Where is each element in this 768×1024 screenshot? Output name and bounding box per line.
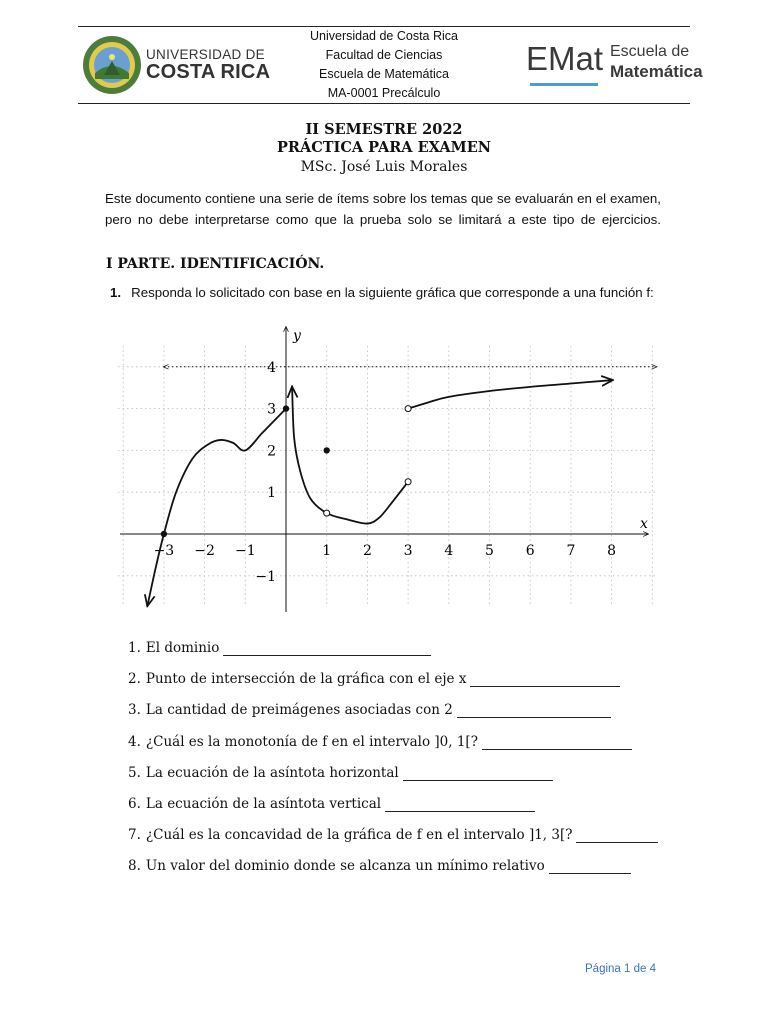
exercise-item bbox=[128, 796, 535, 812]
header-line: Escuela de Matemática bbox=[319, 67, 449, 81]
y-tick-label: 1 bbox=[267, 485, 276, 502]
question-text: Responda lo solicitado con base en la siguiente gráfica que corresponde a una función f: bbox=[131, 285, 654, 300]
open-point bbox=[324, 510, 330, 516]
x-tick-label: 4 bbox=[444, 543, 454, 559]
item-number: 3. bbox=[128, 702, 141, 719]
y-tick-label: 3 bbox=[267, 401, 276, 418]
y-tick-label: −1 bbox=[255, 568, 276, 585]
answer-blank[interactable] bbox=[385, 799, 535, 812]
item-text: Punto de intersección de la gráfica con el eje x bbox=[145, 671, 467, 688]
document-title bbox=[78, 121, 690, 177]
ucr-wordmark: UNIVERSIDAD DE COSTA RICA bbox=[146, 47, 271, 83]
item-text: Un valor del dominio donde se alcanza un mínimo relativo bbox=[145, 858, 545, 875]
x-tick-label: 3 bbox=[403, 543, 413, 559]
item-number: 1. bbox=[128, 640, 141, 656]
open-point bbox=[405, 479, 411, 485]
page-number: Página 1 de 4 bbox=[585, 963, 656, 975]
answer-blank[interactable] bbox=[403, 768, 553, 781]
question-1 bbox=[110, 285, 654, 300]
closed-point bbox=[283, 405, 289, 411]
item-number: 6. bbox=[128, 796, 141, 812]
answer-blank[interactable] bbox=[470, 674, 620, 687]
x-tick-label: 8 bbox=[607, 543, 617, 559]
author-name: MSc. José Luis Morales bbox=[300, 159, 468, 175]
exercise-item bbox=[128, 702, 611, 718]
exercise-item bbox=[128, 858, 631, 874]
item-text: ¿Cuál es la monotonía de f en el intervalo ]0, 1[? bbox=[145, 733, 478, 750]
y-tick-label: 2 bbox=[267, 443, 276, 460]
header-line: Universidad de Costa Rica bbox=[310, 29, 458, 43]
page-header bbox=[78, 26, 703, 104]
x-tick-label: −1 bbox=[234, 543, 256, 559]
function-curve-3 bbox=[408, 380, 611, 408]
item-text: ¿Cuál es la concavidad de la gráfica de f en el intervalo ]1, 3[? bbox=[145, 827, 573, 844]
x-tick-label: 1 bbox=[322, 543, 332, 559]
emat-logo bbox=[526, 39, 703, 99]
item-number: 8. bbox=[128, 858, 141, 875]
exercise-item bbox=[128, 671, 620, 687]
item-number: 2. bbox=[128, 671, 141, 688]
exercise-item bbox=[128, 640, 431, 656]
y-tick-label: 4 bbox=[267, 359, 276, 376]
header-institution bbox=[278, 27, 490, 103]
section-title: I PARTE. IDENTIFICACIÓN. bbox=[106, 256, 325, 272]
answer-blank[interactable] bbox=[482, 737, 632, 750]
function-curve-2 bbox=[292, 388, 408, 524]
answer-blank[interactable] bbox=[549, 861, 631, 874]
item-number: 4. bbox=[128, 733, 141, 750]
item-number: 7. bbox=[128, 827, 141, 844]
y-axis-label: y bbox=[293, 328, 301, 344]
x-tick-label: 7 bbox=[566, 543, 576, 559]
open-point bbox=[405, 406, 411, 412]
item-text: El dominio bbox=[145, 640, 220, 656]
emat-accent-bar bbox=[530, 83, 598, 86]
exercise-item bbox=[128, 765, 553, 781]
header-line: MA-0001 Precálculo bbox=[327, 86, 441, 100]
x-tick-label: −3 bbox=[153, 543, 175, 559]
question-number: 1. bbox=[110, 285, 122, 300]
answer-blank[interactable] bbox=[223, 643, 431, 656]
exercise-item bbox=[128, 827, 658, 843]
item-text: La ecuación de la asíntota vertical bbox=[145, 796, 382, 812]
x-tick-label: −2 bbox=[194, 543, 215, 559]
x-tick-label: 6 bbox=[525, 543, 535, 559]
item-text: La ecuación de la asíntota horizontal bbox=[145, 764, 399, 781]
closed-point bbox=[161, 531, 167, 537]
header-line: Facultad de Ciencias bbox=[325, 48, 443, 62]
closed-point bbox=[324, 447, 330, 453]
ucr-seal-icon bbox=[82, 35, 142, 95]
emat-wordmark: EMat bbox=[526, 40, 604, 77]
exam-title: PRÁCTICA PARA EXAMEN bbox=[277, 139, 491, 156]
emat-school-name: Escuela de Matemática bbox=[610, 43, 703, 81]
intro-paragraph: Este documento contiene una serie de ítems sobre los temas que se evaluarán en el examen, pero no debe interpretarse como que la prueba solo se limitará a este tipo de ejercicios. bbox=[105, 191, 661, 227]
exercise-item bbox=[128, 734, 632, 750]
semester-title: II SEMESTRE 2022 bbox=[305, 121, 463, 138]
function-graph bbox=[118, 322, 658, 622]
item-number: 5. bbox=[128, 764, 141, 781]
answer-blank[interactable] bbox=[576, 830, 658, 843]
x-tick-label: 5 bbox=[485, 543, 494, 559]
item-text: La cantidad de preimágenes asociadas con 2 bbox=[145, 702, 453, 719]
answer-blank[interactable] bbox=[457, 705, 611, 718]
x-tick-label: 2 bbox=[362, 543, 372, 559]
x-axis-label: x bbox=[640, 516, 648, 532]
